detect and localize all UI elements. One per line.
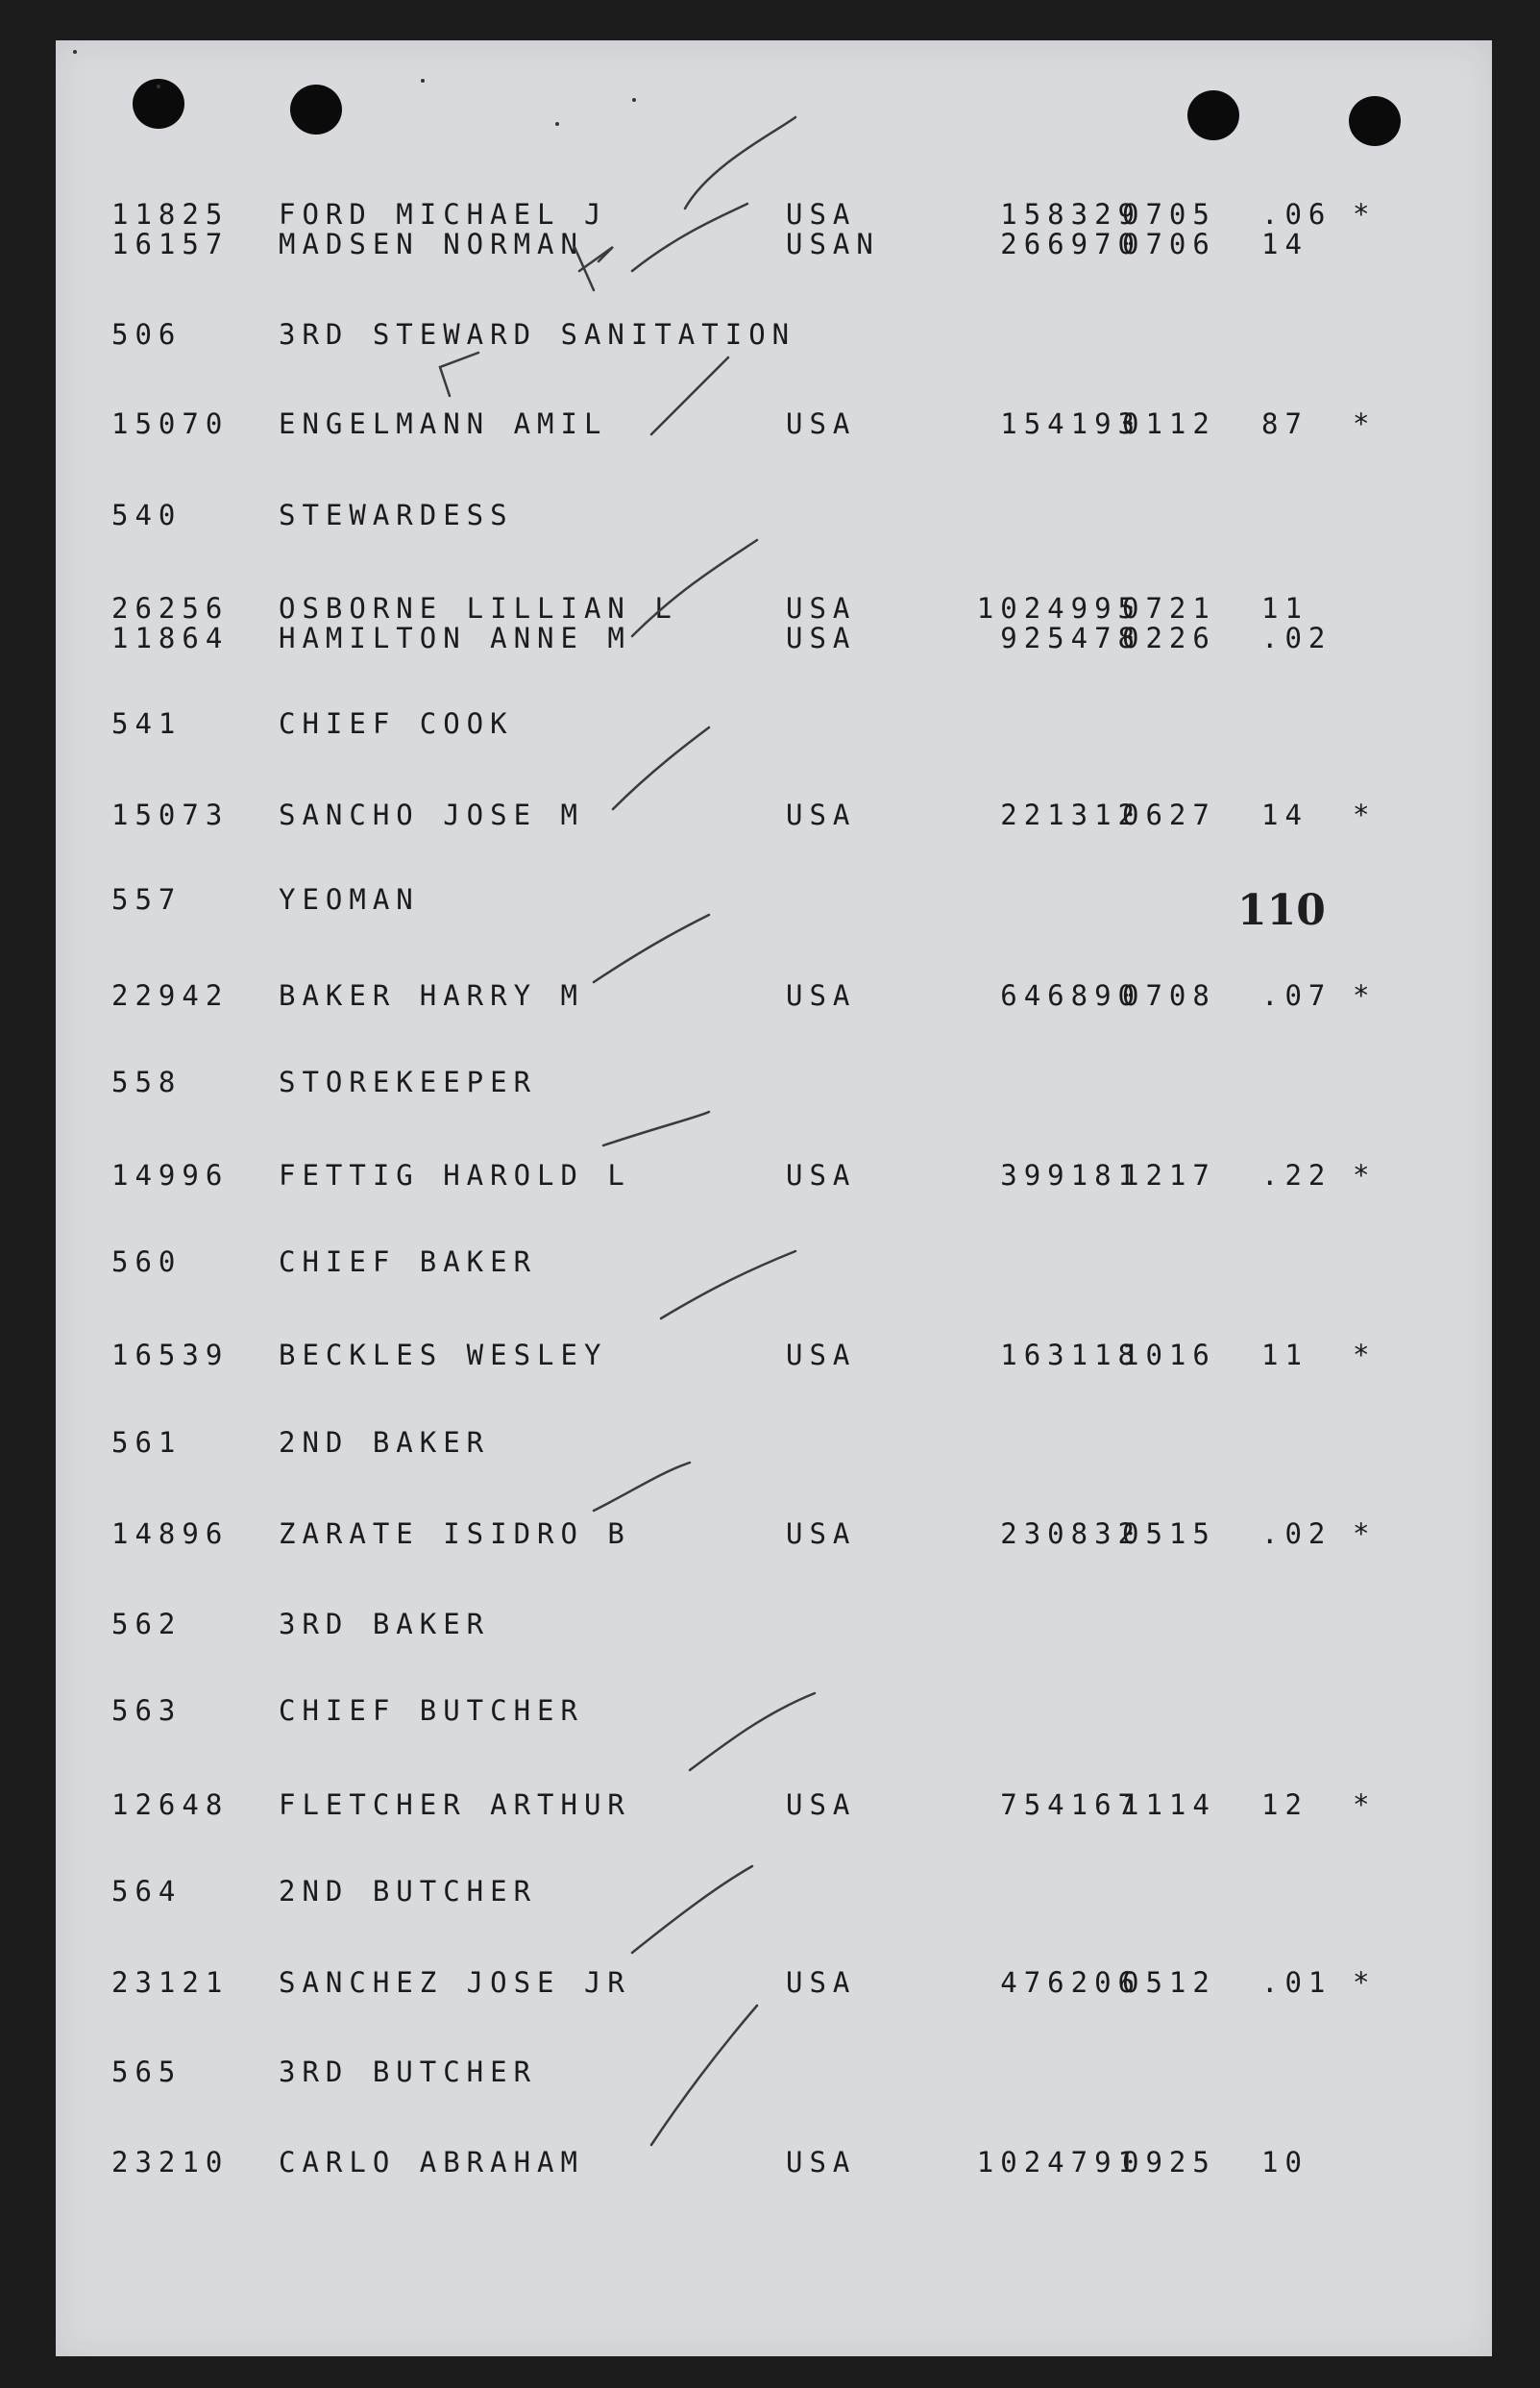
nationality: USA bbox=[786, 2146, 857, 2179]
certificate-number: 925478 bbox=[1000, 622, 1141, 654]
section-code: 564 bbox=[111, 1875, 183, 1908]
crew-name: BECKLES WESLEY bbox=[279, 1339, 608, 1371]
crew-id: 26256 bbox=[111, 592, 230, 625]
crew-name: FORD MICHAEL J bbox=[279, 198, 608, 231]
section-heading bbox=[56, 708, 1492, 739]
value: 10 bbox=[1261, 2146, 1308, 2179]
value: .22 bbox=[1261, 1159, 1332, 1192]
date-code: 0515 bbox=[1122, 1517, 1216, 1550]
crew-entry bbox=[56, 1518, 1492, 1549]
certificate-number: 158329 bbox=[1000, 198, 1141, 231]
section-title: 3RD BAKER bbox=[279, 1608, 491, 1640]
crew-entry bbox=[56, 1967, 1492, 1998]
section-title: 2ND BAKER bbox=[279, 1426, 491, 1459]
value: .07 bbox=[1261, 979, 1332, 1012]
crew-entry bbox=[56, 408, 1492, 439]
nationality: USA bbox=[786, 1517, 857, 1550]
nationality: USA bbox=[786, 592, 857, 625]
date-code: 0721 bbox=[1122, 592, 1216, 625]
certificate-number: 754167 bbox=[1000, 1788, 1141, 1821]
value: 11 bbox=[1261, 1339, 1308, 1371]
nationality: USA bbox=[786, 1966, 857, 1999]
crew-entry bbox=[56, 800, 1492, 830]
date-code: 0708 bbox=[1122, 979, 1216, 1012]
punch-hole bbox=[290, 85, 342, 135]
nationality: USA bbox=[786, 1339, 857, 1371]
section-title: STEWARDESS bbox=[279, 499, 514, 531]
certificate-number: 1024791 bbox=[976, 2146, 1141, 2179]
nationality: USA bbox=[786, 979, 857, 1012]
crew-name: CARLO ABRAHAM bbox=[279, 2146, 584, 2179]
section-title: STOREKEEPER bbox=[279, 1066, 538, 1098]
section-code: 558 bbox=[111, 1066, 183, 1098]
crew-name: SANCHO JOSE M bbox=[279, 799, 584, 831]
value: 87 bbox=[1261, 407, 1308, 440]
date-code: 0925 bbox=[1122, 2146, 1216, 2179]
crew-entry bbox=[56, 593, 1492, 624]
date-code: 0112 bbox=[1122, 407, 1216, 440]
section-title: 2ND BUTCHER bbox=[279, 1875, 538, 1908]
section-title: 3RD STEWARD SANITATION bbox=[279, 318, 796, 351]
section-heading bbox=[56, 2056, 1492, 2087]
date-code: 1114 bbox=[1122, 1788, 1216, 1821]
value: 11 bbox=[1261, 592, 1308, 625]
section-title: CHIEF BUTCHER bbox=[279, 1694, 584, 1727]
crew-name: ENGELMANN AMIL bbox=[279, 407, 608, 440]
certificate-number: 266970 bbox=[1000, 228, 1141, 260]
speck bbox=[421, 79, 425, 83]
asterisk-mark: * bbox=[1353, 198, 1377, 231]
certificate-number: 163118 bbox=[1000, 1339, 1141, 1371]
section-heading bbox=[56, 1695, 1492, 1726]
value: 14 bbox=[1261, 228, 1308, 260]
nationality: USA bbox=[786, 622, 857, 654]
nationality: USA bbox=[786, 799, 857, 831]
asterisk-mark: * bbox=[1353, 1159, 1377, 1192]
crew-name: ZARATE ISIDRO B bbox=[279, 1517, 631, 1550]
section-heading bbox=[56, 1876, 1492, 1907]
value: .01 bbox=[1261, 1966, 1332, 1999]
pencil-check-marks bbox=[56, 40, 1492, 2356]
certificate-number: 646890 bbox=[1000, 979, 1141, 1012]
section-title: 3RD BUTCHER bbox=[279, 2056, 538, 2088]
crew-id: 14996 bbox=[111, 1159, 230, 1192]
crew-entry bbox=[56, 623, 1492, 653]
crew-entry bbox=[56, 229, 1492, 259]
certificate-number: 476206 bbox=[1000, 1966, 1141, 1999]
speck bbox=[73, 50, 77, 54]
value: .06 bbox=[1261, 198, 1332, 231]
section-heading bbox=[56, 1427, 1492, 1458]
certificate-number: 1024995 bbox=[976, 592, 1141, 625]
section-title: CHIEF COOK bbox=[279, 707, 514, 740]
date-code: 0705 bbox=[1122, 198, 1216, 231]
section-code: 562 bbox=[111, 1608, 183, 1640]
section-code: 506 bbox=[111, 318, 183, 351]
date-code: 0706 bbox=[1122, 228, 1216, 260]
section-title: YEOMAN bbox=[279, 883, 420, 916]
crew-id: 11864 bbox=[111, 622, 230, 654]
date-code: 0226 bbox=[1122, 622, 1216, 654]
section-code: 557 bbox=[111, 883, 183, 916]
section-heading bbox=[56, 319, 1492, 350]
crew-name: FLETCHER ARTHUR bbox=[279, 1788, 631, 1821]
value: .02 bbox=[1261, 622, 1332, 654]
nationality: USA bbox=[786, 1159, 857, 1192]
document-page bbox=[56, 40, 1492, 2356]
crew-name: FETTIG HAROLD L bbox=[279, 1159, 631, 1192]
nationality: USA bbox=[786, 198, 857, 231]
section-heading bbox=[56, 1067, 1492, 1097]
section-code: 565 bbox=[111, 2056, 183, 2088]
section-code: 561 bbox=[111, 1426, 183, 1459]
crew-id: 15073 bbox=[111, 799, 230, 831]
date-code: 0627 bbox=[1122, 799, 1216, 831]
certificate-number: 230832 bbox=[1000, 1517, 1141, 1550]
crew-id: 12648 bbox=[111, 1788, 230, 1821]
asterisk-mark: * bbox=[1353, 1339, 1377, 1371]
crew-entry bbox=[56, 2147, 1492, 2178]
section-title: CHIEF BAKER bbox=[279, 1245, 538, 1278]
crew-id: 23121 bbox=[111, 1966, 230, 1999]
section-code: 560 bbox=[111, 1245, 183, 1278]
certificate-number: 399181 bbox=[1000, 1159, 1141, 1192]
section-code: 540 bbox=[111, 499, 183, 531]
section-code: 541 bbox=[111, 707, 183, 740]
crew-id: 22942 bbox=[111, 979, 230, 1012]
crew-id: 15070 bbox=[111, 407, 230, 440]
crew-name: MADSEN NORMAN bbox=[279, 228, 584, 260]
asterisk-mark: * bbox=[1353, 979, 1377, 1012]
crew-name: OSBORNE LILLIAN L bbox=[279, 592, 678, 625]
asterisk-mark: * bbox=[1353, 407, 1377, 440]
crew-name: BAKER HARRY M bbox=[279, 979, 584, 1012]
certificate-number: 221312 bbox=[1000, 799, 1141, 831]
punch-hole bbox=[1187, 90, 1239, 140]
value: .02 bbox=[1261, 1517, 1332, 1550]
speck bbox=[555, 122, 559, 126]
crew-id: 14896 bbox=[111, 1517, 230, 1550]
page-number: 110 bbox=[1237, 886, 1326, 935]
punch-hole bbox=[1349, 96, 1401, 146]
date-code: 0512 bbox=[1122, 1966, 1216, 1999]
speck bbox=[632, 98, 636, 102]
crew-entry bbox=[56, 1789, 1492, 1820]
section-heading bbox=[56, 1246, 1492, 1277]
crew-entry bbox=[56, 980, 1492, 1011]
crew-id: 23210 bbox=[111, 2146, 230, 2179]
section-heading bbox=[56, 1609, 1492, 1639]
crew-id: 16157 bbox=[111, 228, 230, 260]
crew-entry bbox=[56, 1160, 1492, 1191]
asterisk-mark: * bbox=[1353, 1517, 1377, 1550]
speck bbox=[157, 85, 160, 88]
value: 12 bbox=[1261, 1788, 1308, 1821]
section-heading bbox=[56, 500, 1492, 530]
crew-name: HAMILTON ANNE M bbox=[279, 622, 631, 654]
nationality: USA bbox=[786, 407, 857, 440]
date-code: 1217 bbox=[1122, 1159, 1216, 1192]
asterisk-mark: * bbox=[1353, 1966, 1377, 1999]
crew-id: 16539 bbox=[111, 1339, 230, 1371]
crew-name: SANCHEZ JOSE JR bbox=[279, 1966, 631, 1999]
certificate-number: 154193 bbox=[1000, 407, 1141, 440]
section-code: 563 bbox=[111, 1694, 183, 1727]
nationality: USA bbox=[786, 1788, 857, 1821]
nationality: USAN bbox=[786, 228, 880, 260]
date-code: 1016 bbox=[1122, 1339, 1216, 1371]
value: 14 bbox=[1261, 799, 1308, 831]
crew-entry bbox=[56, 1340, 1492, 1370]
crew-id: 11825 bbox=[111, 198, 230, 231]
crew-entry bbox=[56, 199, 1492, 230]
asterisk-mark: * bbox=[1353, 1788, 1377, 1821]
asterisk-mark: * bbox=[1353, 799, 1377, 831]
